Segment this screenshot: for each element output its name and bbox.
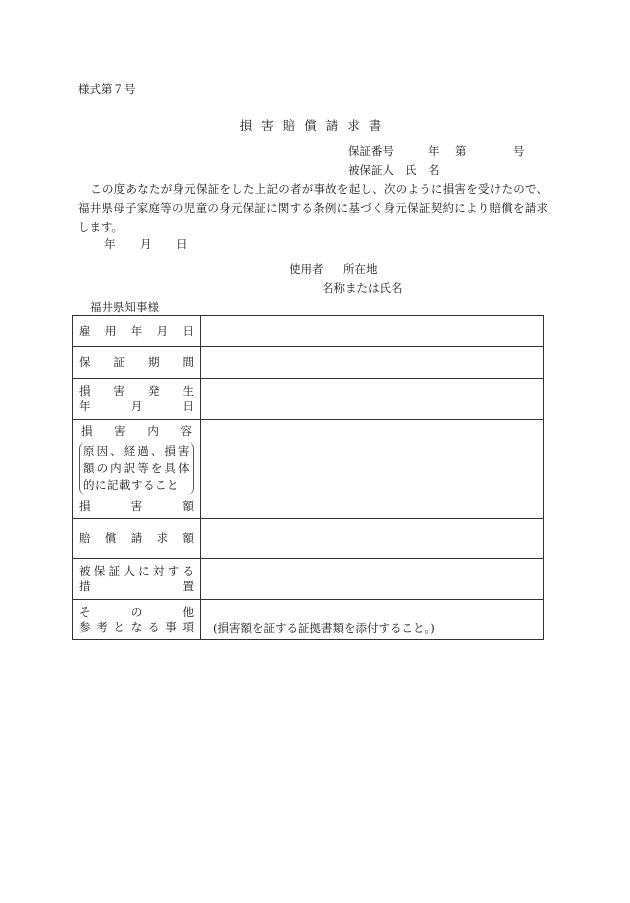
label-char: 害 xyxy=(130,499,143,513)
row-claim-amount xyxy=(73,519,544,559)
label-char: 賠 xyxy=(79,531,91,545)
employer-label: 使用者 xyxy=(289,262,324,276)
label-char: 用 xyxy=(104,323,117,338)
addressee: 福井県知事様 xyxy=(90,300,159,314)
label-damage-content xyxy=(73,420,201,519)
employer-name-label: 名称または氏名 xyxy=(322,281,403,295)
label-char: 事 xyxy=(165,619,177,634)
label-damage-date xyxy=(73,379,201,420)
label-char: そ xyxy=(79,604,91,619)
row-guarantee-period xyxy=(73,347,544,379)
label-char: 損 xyxy=(81,424,93,438)
label-char: 発 xyxy=(148,384,160,398)
date-month-label: 月 xyxy=(140,237,152,251)
label-char: な xyxy=(130,619,143,634)
label-char: 額 xyxy=(182,531,194,545)
label-char: の xyxy=(130,604,143,619)
label-char: 請 xyxy=(130,531,143,545)
field-claim-amount[interactable] xyxy=(201,519,544,559)
label-char: 被 xyxy=(79,564,91,578)
field-measures[interactable] xyxy=(201,559,544,600)
label-char: 求 xyxy=(156,531,169,545)
label-char: に xyxy=(138,564,150,578)
label-char: 人 xyxy=(123,564,135,578)
label-char: 月 xyxy=(130,399,143,413)
employer-address-label: 所在地 xyxy=(343,262,378,276)
claim-statement xyxy=(78,180,548,237)
document-title: 損害賠償請求書 xyxy=(239,118,391,133)
label-char: 償 xyxy=(104,531,117,545)
row-other xyxy=(73,600,544,640)
label-char: 考 xyxy=(96,619,108,634)
claim-statement-text: この度あなたが身元保証をした上記の者が事故を起し、次のように損害を受けたので、福井県母子家庭等の児童の身元保証に関する条例に基づく身元保証契約により賠償を請求します。 xyxy=(78,182,548,234)
row-damage-date xyxy=(73,379,544,420)
label-char: と xyxy=(113,619,125,634)
label-char: 生 xyxy=(182,384,194,398)
field-damage-content[interactable] xyxy=(201,420,544,519)
form-number: 様式第７号 xyxy=(78,82,136,96)
guarantee-go-label: 号 xyxy=(513,144,525,158)
field-other[interactable] xyxy=(201,600,544,640)
label-char: る xyxy=(182,564,194,578)
guarantee-year-label: 年 xyxy=(428,144,440,158)
field-employment-date[interactable] xyxy=(201,316,544,347)
label-char: 証 xyxy=(108,564,121,578)
label-char: 害 xyxy=(113,384,125,398)
label-char: 項 xyxy=(182,619,194,634)
row-damage-content xyxy=(73,420,544,519)
label-char: 日 xyxy=(182,323,194,338)
label-measures xyxy=(73,559,201,600)
label-char: 対 xyxy=(152,564,165,578)
label-char: 内 xyxy=(147,424,159,438)
label-char: 額 xyxy=(182,499,194,513)
label-char: 害 xyxy=(114,424,126,438)
date-year-label: 年 xyxy=(104,237,116,251)
row-measures xyxy=(73,559,544,600)
label-char: 年 xyxy=(130,323,143,338)
label-char: す xyxy=(167,564,180,578)
label-char: 月 xyxy=(156,323,169,338)
label-other xyxy=(73,600,201,640)
label-char: 損 xyxy=(79,384,91,398)
label-char: 置 xyxy=(182,579,194,593)
label-employment-date xyxy=(73,316,201,347)
row-employment-date xyxy=(73,316,544,347)
label-char: 他 xyxy=(182,604,194,619)
label-char: 保 xyxy=(79,355,91,369)
field-guarantee-period[interactable] xyxy=(201,347,544,379)
label-char: 日 xyxy=(182,399,194,413)
label-char: 容 xyxy=(180,424,192,438)
label-char: 期 xyxy=(148,355,160,369)
other-note: (損害額を証する証拠書類を添付すること。) xyxy=(213,621,435,635)
label-char: 年 xyxy=(79,399,91,413)
label-char: 証 xyxy=(113,355,125,369)
claim-form-table xyxy=(72,315,544,640)
guarantee-number-label: 保証番号 xyxy=(348,144,394,158)
label-char: る xyxy=(148,619,160,634)
field-damage-date[interactable] xyxy=(201,379,544,420)
guaranteed-person-name-label: 氏 名 xyxy=(405,163,440,177)
guaranteed-person-label: 被保証人 xyxy=(348,163,394,177)
label-guarantee-period xyxy=(73,347,201,379)
label-claim-amount xyxy=(73,519,201,559)
label-char: 保 xyxy=(93,564,106,578)
date-day-label: 日 xyxy=(176,237,188,251)
label-char: 雇 xyxy=(79,323,91,338)
label-char: 参 xyxy=(79,619,91,634)
guarantee-dai-label: 第 xyxy=(455,144,467,158)
label-char: 措 xyxy=(79,579,91,593)
label-char: 損 xyxy=(79,499,91,513)
label-char: 間 xyxy=(182,355,194,369)
damage-note: 原因、経過、損害額の内訳等を具体的に記載すること xyxy=(79,442,194,495)
